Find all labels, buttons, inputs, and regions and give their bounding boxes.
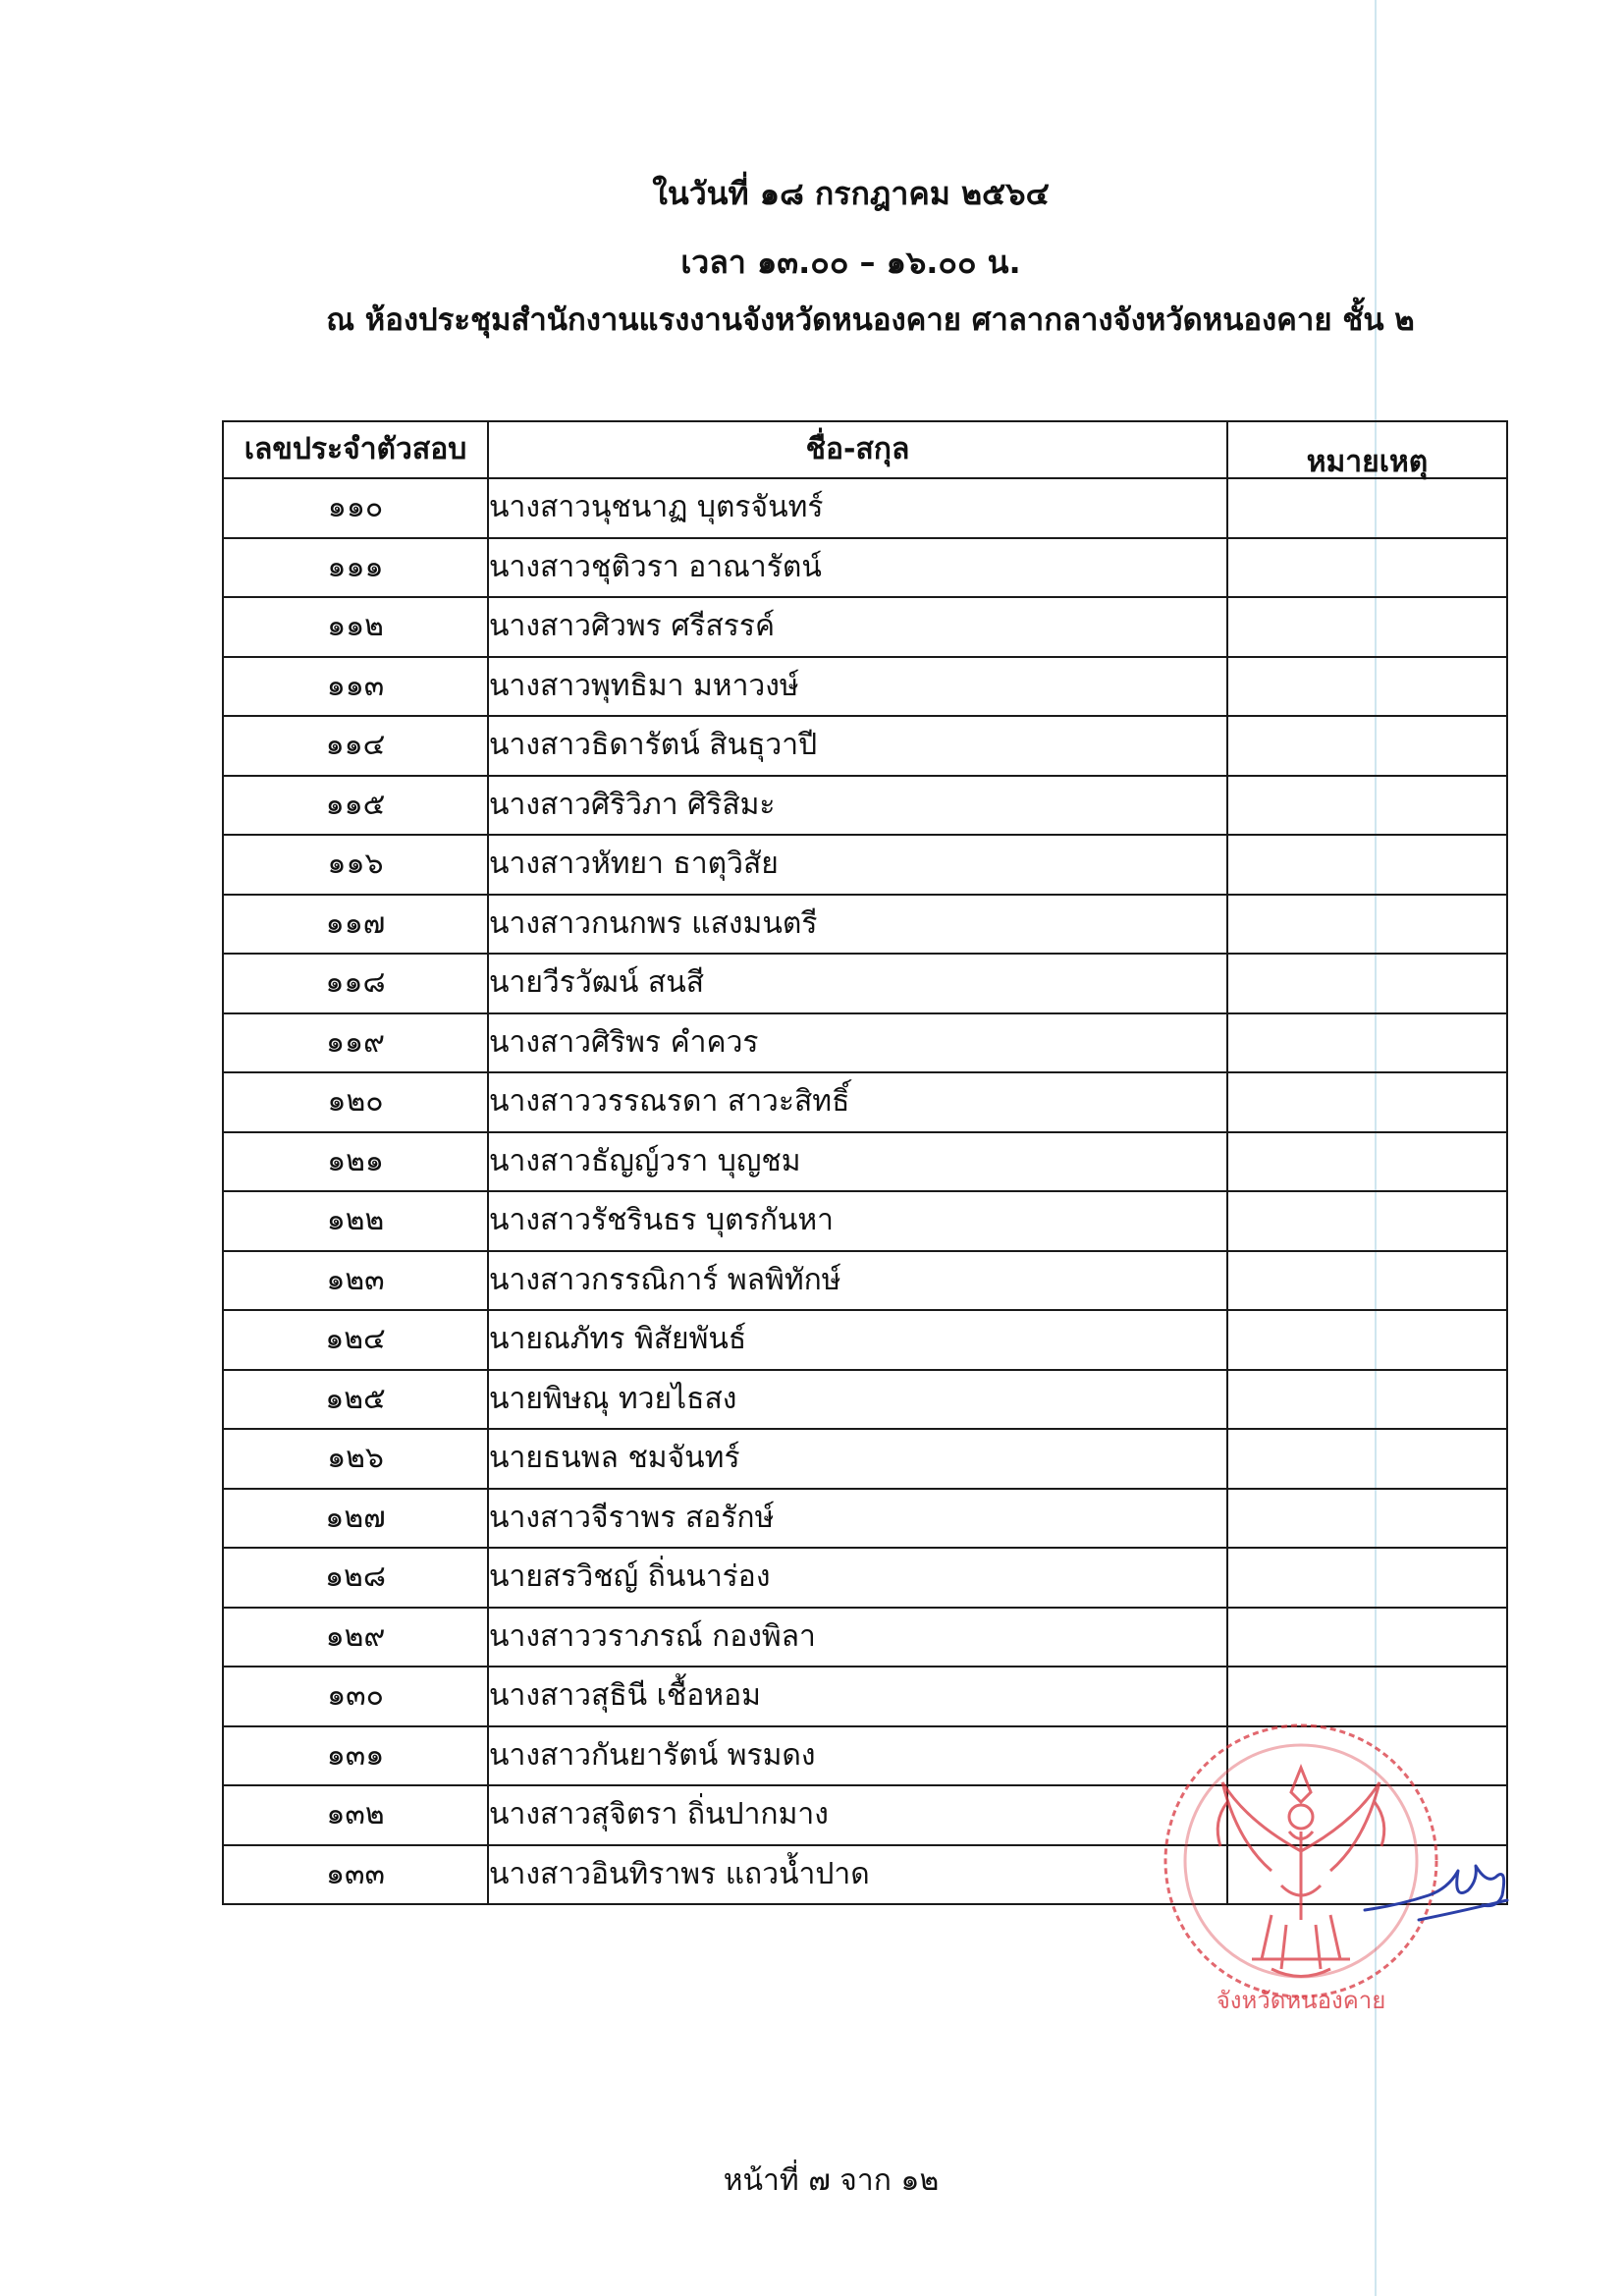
exam-id-cell: ๑๒๔	[223, 1310, 488, 1370]
exam-id-cell: ๑๓๒	[223, 1785, 488, 1845]
exam-id-cell: ๑๑๙	[223, 1013, 488, 1073]
table-row	[223, 776, 1507, 836]
candidate-name-cell: นางสาวจีราพร สอรักษ์	[488, 1489, 1227, 1549]
exam-id-cell: ๑๑๘	[223, 954, 488, 1013]
note-cell	[1227, 538, 1507, 598]
header-time: เวลา ๑๓.๐๐ – ๑๖.๐๐ น.	[680, 244, 1021, 281]
table-row	[223, 1429, 1507, 1489]
table-row	[223, 1489, 1507, 1549]
table-row	[223, 895, 1507, 955]
exam-id-cell: ๑๓๐	[223, 1667, 488, 1726]
note-cell	[1227, 776, 1507, 836]
exam-id-cell: ๑๒๘	[223, 1548, 488, 1608]
candidate-name-cell: นางสาวธัญญ์วรา บุญชม	[488, 1132, 1227, 1192]
page-number: หน้าที่ ๗ จาก ๑๒	[723, 2163, 940, 2198]
exam-id-cell: ๑๒๒	[223, 1191, 488, 1251]
table-row	[223, 538, 1507, 598]
note-cell	[1227, 1429, 1507, 1489]
exam-id-cell: ๑๑๓	[223, 657, 488, 717]
signature-mark	[1360, 1851, 1517, 1930]
candidate-name-cell: นางสาวศิริพร คำควร	[488, 1013, 1227, 1073]
candidate-name-cell: นางสาวอินทิราพร แถวน้ำปาด	[488, 1845, 1227, 1905]
column-header-id: เลขประจำตัวสอบ	[223, 421, 488, 478]
note-cell	[1227, 1489, 1507, 1549]
note-cell	[1227, 1191, 1507, 1251]
note-cell	[1227, 835, 1507, 895]
note-cell	[1227, 478, 1507, 538]
exam-id-cell: ๑๓๓	[223, 1845, 488, 1905]
exam-id-cell: ๑๒๙	[223, 1608, 488, 1667]
candidate-name-cell: นางสาวกนกพร แสงมนตรี	[488, 895, 1227, 955]
candidate-name-cell: นายพิษณุ ทวยไธสง	[488, 1370, 1227, 1430]
candidate-name-cell: นางสาวศิวพร ศรีสรรค์	[488, 597, 1227, 657]
candidate-name-cell: นางสาวสุธินี เชื้อหอม	[488, 1667, 1227, 1726]
candidate-name-cell: นายณภัทร พิสัยพันธ์	[488, 1310, 1227, 1370]
exam-id-cell: ๑๒๐	[223, 1072, 488, 1132]
candidate-name-cell: นางสาวสุจิตรา ถิ่นปากมาง	[488, 1785, 1227, 1845]
note-cell	[1227, 1608, 1507, 1667]
exam-id-cell: ๑๑๔	[223, 716, 488, 776]
table-row	[223, 1072, 1507, 1132]
header-date: ในวันที่ ๑๘ กรกฎาคม ๒๕๖๔	[652, 175, 1050, 212]
exam-id-cell: ๑๒๑	[223, 1132, 488, 1192]
exam-id-cell: ๑๒๗	[223, 1489, 488, 1549]
exam-id-cell: ๑๑๑	[223, 538, 488, 598]
column-header-note: หมายเหตุ	[1227, 421, 1507, 478]
candidate-name-cell: นางสาววรรณรดา สาวะสิทธิ์	[488, 1072, 1227, 1132]
candidate-name-cell: นายธนพล ชมจันทร์	[488, 1429, 1227, 1489]
candidate-name-cell: นางสาวกันยารัตน์ พรมดง	[488, 1726, 1227, 1786]
table-row	[223, 657, 1507, 717]
note-cell	[1227, 716, 1507, 776]
candidate-name-cell: นางสาวธิดารัตน์ สินธุวาปี	[488, 716, 1227, 776]
candidate-name-cell: นางสาวชุติวรา อาณารัตน์	[488, 538, 1227, 598]
exam-id-cell: ๑๑๖	[223, 835, 488, 895]
note-cell	[1227, 1132, 1507, 1192]
table-row	[223, 716, 1507, 776]
header-venue: ณ ห้องประชุมสำนักงานแรงงานจังหวัดหนองคาย ศาลากลางจังหวัดหนองคาย ชั้น ๒	[326, 302, 1415, 338]
table-row	[223, 478, 1507, 538]
seal-text: จังหวัดหนองคาย	[1216, 1987, 1386, 2014]
table-row	[223, 1191, 1507, 1251]
table-row	[223, 1251, 1507, 1311]
candidate-name-cell: นายสรวิชญ์ ถิ่นนาร่อง	[488, 1548, 1227, 1608]
candidate-name-cell: นางสาวกรรณิการ์ พลพิทักษ์	[488, 1251, 1227, 1311]
exam-id-cell: ๑๑๗	[223, 895, 488, 955]
candidate-name-cell: นางสาววราภรณ์ กองพิลา	[488, 1608, 1227, 1667]
note-cell	[1227, 1251, 1507, 1311]
note-cell	[1227, 895, 1507, 955]
table-row	[223, 1013, 1507, 1073]
column-header-name: ชื่อ-สกุล	[488, 421, 1227, 478]
exam-id-cell: ๑๒๖	[223, 1429, 488, 1489]
exam-id-cell: ๑๒๓	[223, 1251, 488, 1311]
candidate-name-cell: นางสาวหัทยา ธาตุวิสัย	[488, 835, 1227, 895]
note-cell	[1227, 1310, 1507, 1370]
note-cell	[1227, 954, 1507, 1013]
exam-id-cell: ๑๓๑	[223, 1726, 488, 1786]
note-cell	[1227, 657, 1507, 717]
note-cell	[1227, 1548, 1507, 1608]
note-cell	[1227, 1013, 1507, 1073]
table-header-row	[223, 421, 1507, 478]
candidate-name-cell: นางสาวพุทธิมา มหาวงษ์	[488, 657, 1227, 717]
exam-id-cell: ๑๑๒	[223, 597, 488, 657]
exam-id-cell: ๑๒๕	[223, 1370, 488, 1430]
table-row	[223, 954, 1507, 1013]
table-row	[223, 1608, 1507, 1667]
note-cell	[1227, 1072, 1507, 1132]
exam-id-cell: ๑๑๕	[223, 776, 488, 836]
table-row	[223, 1548, 1507, 1608]
candidate-name-cell: นายวีรวัฒน์ สนสี	[488, 954, 1227, 1013]
note-cell	[1227, 597, 1507, 657]
exam-id-cell: ๑๑๐	[223, 478, 488, 538]
note-cell	[1227, 1370, 1507, 1430]
table-row	[223, 835, 1507, 895]
table-row	[223, 1132, 1507, 1192]
candidate-name-cell: นางสาวนุชนาฏ บุตรจันทร์	[488, 478, 1227, 538]
candidate-name-cell: นางสาวศิริวิภา ศิริสิมะ	[488, 776, 1227, 836]
table-row	[223, 597, 1507, 657]
table-row	[223, 1370, 1507, 1430]
candidate-name-cell: นางสาวรัชรินธร บุตรกันหา	[488, 1191, 1227, 1251]
table-row	[223, 1310, 1507, 1370]
